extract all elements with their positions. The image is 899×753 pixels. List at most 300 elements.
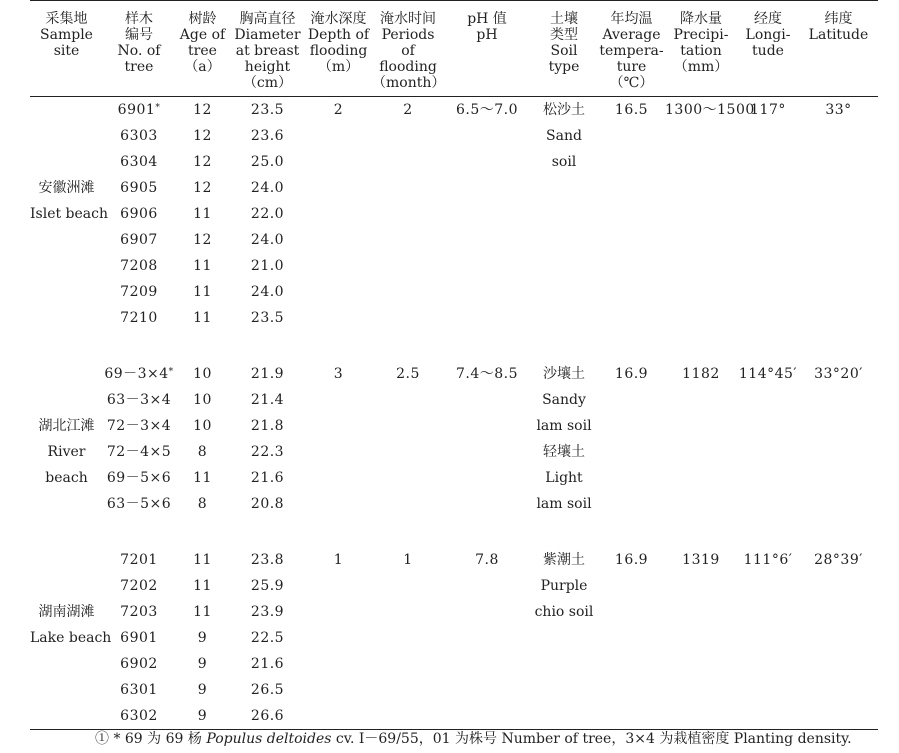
spacer-cell — [799, 331, 878, 361]
site-cell — [30, 97, 103, 124]
dbh-cell: 21.8 — [250, 418, 285, 434]
column-header-line: pH — [476, 27, 498, 43]
spacer-cell — [230, 517, 305, 547]
tree-number: 6905 — [120, 180, 158, 196]
precipitation-cell — [665, 625, 737, 651]
depth-cell — [305, 491, 372, 517]
ph-cell — [444, 439, 530, 465]
depth-cell — [305, 413, 372, 439]
latitude-cell — [799, 439, 878, 465]
column-header-line: tude — [752, 43, 784, 59]
temperature-cell — [598, 279, 665, 305]
latitude-cell — [799, 465, 878, 491]
depth-cell — [305, 149, 372, 175]
temperature-cell — [598, 625, 665, 651]
soil-cell: 轻壤土 — [543, 444, 585, 460]
longitude-cell — [737, 123, 799, 149]
column-header-line: Age of — [179, 27, 226, 43]
precipitation-cell — [665, 227, 737, 253]
latitude-cell — [799, 625, 878, 651]
column-header-line: 淹水时间 — [380, 11, 436, 27]
longitude-cell — [737, 201, 799, 227]
period-cell — [372, 465, 444, 491]
age-cell: 11 — [193, 206, 212, 222]
age-cell: 12 — [193, 154, 212, 170]
column-header-line: （a） — [184, 59, 221, 75]
dbh-cell: 21.9 — [250, 366, 285, 382]
site-cell — [30, 387, 103, 413]
column-header-line: Latitude — [808, 27, 869, 43]
longitude-cell — [737, 703, 799, 730]
site-cell — [30, 149, 103, 175]
tree-number-cell — [103, 651, 175, 677]
ph-cell — [444, 491, 530, 517]
table-row — [30, 465, 878, 491]
longitude-cell — [737, 279, 799, 305]
latitude-cell — [799, 491, 878, 517]
tree-number-cell — [103, 677, 175, 703]
spacer-cell — [103, 517, 175, 547]
age-cell: 12 — [193, 128, 212, 144]
column-header-line: tree — [188, 43, 217, 59]
column-header — [530, 1, 598, 97]
period-cell — [372, 491, 444, 517]
footnote-species: Populus deltoides — [206, 731, 332, 747]
soil-cell — [530, 677, 598, 703]
column-header — [372, 1, 444, 97]
ph-cell — [444, 201, 530, 227]
period-cell — [372, 413, 444, 439]
age-cell: 12 — [193, 180, 212, 196]
precipitation-cell — [665, 413, 737, 439]
dbh-cell: 25.9 — [250, 578, 285, 594]
tree-number: 69－5×6 — [106, 470, 172, 486]
temperature-cell — [598, 703, 665, 730]
tree-number-cell — [103, 97, 175, 124]
column-header-line: Periods — [381, 27, 435, 43]
depth-cell: 2 — [333, 102, 344, 118]
depth-cell — [305, 387, 372, 413]
column-header-line: tation — [680, 43, 722, 59]
column-header-line: pH 值 — [467, 11, 507, 27]
longitude-cell — [737, 253, 799, 279]
depth-cell — [305, 227, 372, 253]
age-cell: 11 — [193, 604, 212, 620]
longitude-cell: 111°6′ — [743, 552, 793, 568]
site-cell: Islet beach — [30, 206, 109, 222]
precipitation-cell — [665, 677, 737, 703]
column-header-line: 纬度 — [824, 11, 853, 27]
latitude-cell: 28°39′ — [814, 552, 863, 568]
spacer-cell — [530, 517, 598, 547]
temperature-cell: 16.5 — [614, 102, 649, 118]
table-row — [30, 439, 878, 465]
age-cell: 12 — [193, 102, 212, 118]
temperature-cell — [598, 439, 665, 465]
site-cell — [30, 677, 103, 703]
site-cell: River — [47, 444, 86, 460]
precipitation-cell: 1182 — [682, 366, 720, 382]
site-cell: beach — [45, 470, 88, 486]
depth-cell — [305, 201, 372, 227]
column-header-line: （month） — [372, 75, 446, 91]
depth-cell — [305, 439, 372, 465]
soil-cell: lam soil — [536, 418, 592, 434]
period-cell — [372, 175, 444, 201]
site-cell — [30, 253, 103, 279]
tree-number: 63－3×4 — [106, 392, 172, 408]
column-header-line: type — [548, 59, 580, 75]
soil-cell — [530, 703, 598, 730]
column-header — [175, 1, 230, 97]
tree-number-cell — [103, 227, 175, 253]
period-cell — [372, 439, 444, 465]
temperature-cell — [598, 149, 665, 175]
longitude-cell — [737, 599, 799, 625]
age-cell: 9 — [197, 656, 208, 672]
table-row — [30, 651, 878, 677]
latitude-cell — [799, 651, 878, 677]
column-header-line: （℃） — [609, 75, 654, 91]
footnote-mark: * — [155, 103, 161, 113]
period-cell — [372, 201, 444, 227]
dbh-cell: 26.5 — [250, 682, 285, 698]
dbh-cell: 23.5 — [250, 102, 285, 118]
site-cell — [30, 227, 103, 253]
poplar-sample-table — [30, 0, 878, 730]
spacer-cell — [598, 331, 665, 361]
longitude-cell — [737, 175, 799, 201]
soil-cell: 松沙土 — [543, 102, 585, 118]
column-header-line: Longi- — [745, 27, 791, 43]
dbh-cell: 23.9 — [250, 604, 285, 620]
age-cell: 11 — [193, 310, 212, 326]
period-cell — [372, 305, 444, 331]
footnote-mark: * — [168, 367, 174, 377]
site-cell — [30, 703, 103, 730]
group-spacer — [30, 331, 878, 361]
latitude-cell — [799, 279, 878, 305]
column-header-line: height — [244, 59, 291, 75]
table-row — [30, 305, 878, 331]
site-cell — [30, 279, 103, 305]
age-cell: 11 — [193, 552, 212, 568]
depth-cell — [305, 625, 372, 651]
longitude-cell — [737, 651, 799, 677]
dbh-cell: 22.5 — [250, 630, 285, 646]
ph-cell — [444, 305, 530, 331]
ph-cell — [444, 413, 530, 439]
ph-cell — [444, 651, 530, 677]
soil-cell: Sand — [546, 128, 582, 144]
age-cell: 11 — [193, 470, 212, 486]
column-header-line: site — [53, 43, 80, 59]
tree-number: 7209 — [120, 284, 158, 300]
latitude-cell: 33°20′ — [814, 366, 863, 382]
ph-cell — [444, 703, 530, 730]
precipitation-cell — [665, 253, 737, 279]
table-row — [30, 599, 878, 625]
site-cell: Lake beach — [30, 630, 112, 646]
table-row — [30, 201, 878, 227]
period-cell — [372, 149, 444, 175]
column-header-line: 采集地 — [45, 11, 88, 27]
table-row — [30, 97, 878, 124]
tree-number-cell — [103, 149, 175, 175]
tree-number: 6907 — [120, 232, 158, 248]
period-cell: 1 — [403, 552, 413, 568]
spacer-cell — [665, 331, 737, 361]
column-header — [230, 1, 305, 97]
tree-number: 72－3×4 — [106, 418, 172, 434]
dbh-cell: 25.0 — [250, 154, 285, 170]
longitude-cell — [737, 465, 799, 491]
spacer-cell — [103, 331, 175, 361]
temperature-cell — [598, 413, 665, 439]
column-header — [598, 1, 665, 97]
temperature-cell — [598, 175, 665, 201]
soil-cell: lam soil — [536, 496, 592, 512]
column-header-line: Precipi- — [673, 27, 729, 43]
spacer-cell — [444, 331, 530, 361]
tree-number-cell — [103, 491, 175, 517]
temperature-cell — [598, 227, 665, 253]
column-header-line: at breast — [235, 43, 300, 59]
ph-cell — [444, 387, 530, 413]
column-header-line: Sample — [40, 27, 93, 43]
period-cell — [372, 387, 444, 413]
tree-number-cell — [103, 305, 175, 331]
site-cell — [30, 361, 103, 387]
site-cell — [30, 651, 103, 677]
period-cell — [372, 227, 444, 253]
tree-number: 6302 — [120, 708, 158, 724]
depth-cell — [305, 677, 372, 703]
ph-cell — [444, 279, 530, 305]
tree-number: 63－5×6 — [106, 496, 172, 512]
dbh-cell: 21.6 — [250, 656, 285, 672]
tree-number-cell — [103, 625, 175, 651]
longitude-cell — [737, 227, 799, 253]
site-cell — [30, 123, 103, 149]
soil-cell: 沙壤土 — [543, 366, 585, 382]
precipitation-cell — [665, 279, 737, 305]
column-header — [30, 1, 103, 97]
period-cell — [372, 253, 444, 279]
period-cell — [372, 677, 444, 703]
column-header-line: 降水量 — [680, 11, 722, 27]
tree-number-cell — [103, 703, 175, 730]
longitude-cell — [737, 413, 799, 439]
dbh-cell: 22.3 — [250, 444, 285, 460]
temperature-cell — [598, 651, 665, 677]
temperature-cell: 16.9 — [614, 552, 649, 568]
ph-cell — [444, 149, 530, 175]
column-header-line: flooding — [309, 43, 368, 59]
dbh-cell: 20.8 — [250, 496, 285, 512]
table-row — [30, 677, 878, 703]
latitude-cell — [799, 677, 878, 703]
latitude-cell — [799, 123, 878, 149]
latitude-cell — [799, 387, 878, 413]
column-header-line: tree — [124, 59, 154, 75]
column-header — [737, 1, 799, 97]
spacer-cell — [444, 517, 530, 547]
column-header-line: （cm） — [242, 75, 293, 91]
ph-cell — [444, 175, 530, 201]
spacer-cell — [175, 517, 230, 547]
tree-number: 7210 — [120, 310, 158, 326]
column-header-line: 年均温 — [610, 11, 653, 27]
temperature-cell — [598, 201, 665, 227]
data-table-container — [30, 0, 878, 730]
soil-cell — [530, 625, 598, 651]
depth-cell — [305, 253, 372, 279]
period-cell — [372, 123, 444, 149]
spacer-cell — [305, 331, 372, 361]
precipitation-cell — [665, 703, 737, 730]
soil-cell — [530, 175, 598, 201]
tree-number-cell — [103, 599, 175, 625]
tree-number-cell — [103, 387, 175, 413]
column-header-line: 胸高直径 — [239, 11, 296, 27]
precipitation-cell — [665, 175, 737, 201]
column-header-line: Diameter — [234, 27, 301, 43]
precipitation-cell — [665, 123, 737, 149]
dbh-cell: 22.0 — [250, 206, 285, 222]
depth-cell — [305, 279, 372, 305]
longitude-cell — [737, 439, 799, 465]
site-cell — [30, 305, 103, 331]
ph-cell — [444, 677, 530, 703]
latitude-cell — [799, 253, 878, 279]
age-cell: 10 — [193, 392, 212, 408]
tree-number-cell — [103, 573, 175, 599]
period-cell — [372, 703, 444, 730]
depth-cell — [305, 305, 372, 331]
spacer-cell — [372, 517, 444, 547]
ph-cell: 7.4～8.5 — [455, 366, 519, 382]
temperature-cell — [598, 599, 665, 625]
ph-cell — [444, 599, 530, 625]
group-spacer — [30, 517, 878, 547]
age-cell: 9 — [197, 682, 208, 698]
column-header — [665, 1, 737, 97]
period-cell — [372, 599, 444, 625]
latitude-cell — [799, 703, 878, 730]
column-header — [103, 1, 175, 97]
tree-number: 69－3×4 — [104, 366, 169, 382]
tree-number: 7203 — [120, 604, 158, 620]
column-header — [444, 1, 530, 97]
latitude-cell — [799, 227, 878, 253]
column-header-line: 淹水深度 — [310, 11, 367, 27]
temperature-cell — [598, 387, 665, 413]
table-row — [30, 491, 878, 517]
spacer-cell — [530, 331, 598, 361]
tree-number: 6901 — [120, 630, 158, 646]
depth-cell — [305, 175, 372, 201]
site-cell — [30, 573, 103, 599]
latitude-cell — [799, 573, 878, 599]
period-cell: 2 — [403, 102, 413, 118]
latitude-cell — [799, 413, 878, 439]
ph-cell: 7.8 — [475, 552, 499, 568]
precipitation-cell — [665, 201, 737, 227]
spacer-cell — [665, 517, 737, 547]
table-row — [30, 175, 878, 201]
depth-cell — [305, 573, 372, 599]
table-row — [30, 387, 878, 413]
spacer-cell — [30, 331, 103, 361]
precipitation-cell — [665, 305, 737, 331]
dbh-cell: 21.4 — [250, 392, 285, 408]
dbh-cell: 23.5 — [250, 310, 285, 326]
temperature-cell — [598, 123, 665, 149]
ph-cell: 6.5～7.0 — [455, 102, 519, 118]
table-header — [30, 1, 878, 97]
ph-cell — [444, 465, 530, 491]
depth-cell — [305, 123, 372, 149]
table-row — [30, 123, 878, 149]
age-cell: 10 — [193, 418, 212, 434]
dbh-cell: 21.6 — [250, 470, 285, 486]
latitude-cell — [799, 201, 878, 227]
precipitation-cell — [665, 387, 737, 413]
period-cell: 2.5 — [396, 366, 420, 382]
tree-number-cell — [103, 279, 175, 305]
tree-number-cell — [103, 439, 175, 465]
column-header-line: Average — [602, 27, 661, 43]
depth-cell: 1 — [333, 552, 344, 568]
column-header-line: flooding — [379, 59, 437, 75]
table-row — [30, 149, 878, 175]
table-row — [30, 547, 878, 573]
depth-cell — [305, 651, 372, 677]
dbh-cell: 23.6 — [250, 128, 285, 144]
ph-cell — [444, 227, 530, 253]
age-cell: 11 — [193, 284, 212, 300]
period-cell — [372, 625, 444, 651]
tree-number: 6301 — [120, 682, 158, 698]
soil-cell: chio soil — [534, 604, 594, 620]
tree-number: 6303 — [120, 128, 158, 144]
tree-number: 7202 — [120, 578, 158, 594]
temperature-cell — [598, 677, 665, 703]
spacer-cell — [598, 517, 665, 547]
precipitation-cell — [665, 573, 737, 599]
soil-cell — [530, 227, 598, 253]
soil-cell: Light — [545, 470, 583, 486]
table-row — [30, 361, 878, 387]
depth-cell — [305, 599, 372, 625]
tree-number: 6901 — [117, 102, 156, 118]
latitude-cell — [799, 599, 878, 625]
column-header-line: No. of — [117, 43, 161, 59]
age-cell: 8 — [197, 496, 208, 512]
temperature-cell — [598, 465, 665, 491]
soil-cell — [530, 305, 598, 331]
age-cell: 12 — [193, 232, 212, 248]
depth-cell — [305, 703, 372, 730]
tree-number-cell — [103, 361, 175, 387]
temperature-cell — [598, 305, 665, 331]
age-cell: 9 — [175, 703, 230, 730]
precipitation-cell — [665, 491, 737, 517]
ph-cell — [444, 123, 530, 149]
column-header-line: tempera- — [599, 43, 664, 59]
dbh-cell: 23.8 — [250, 552, 285, 568]
